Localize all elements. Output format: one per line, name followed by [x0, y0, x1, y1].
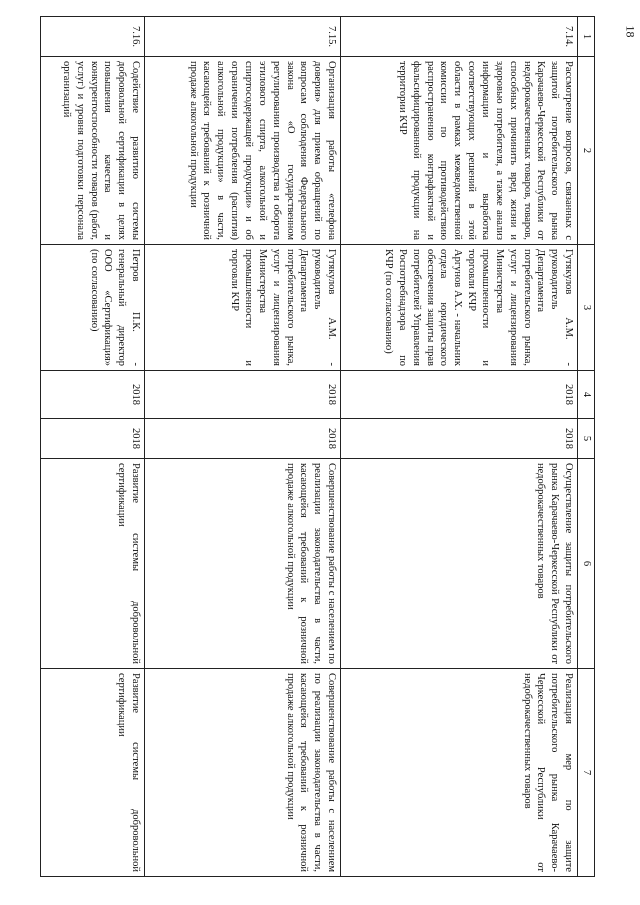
- column-number: 5: [578, 419, 595, 459]
- responsible-person: Гутякулов А.М. - руководитель Департамента потребительского рынка, услуг и лицензирования Министерства промышленности и торговли КЧР Аргунов А.Х. - начальник отдела юридического обеспечения защиты прав потребителей Управления Роспотребнадзора по КЧР (по согласованию): [341, 245, 578, 371]
- column-number: 4: [578, 371, 595, 419]
- measure-description: Содействие развитию системы добровольной сертификации в целях повышения качества и конкурентоспособности товаров (работ, услуг) и уровня подготовки персонала организаций: [41, 57, 145, 245]
- end-year: 2018: [145, 419, 341, 459]
- column-number: 2: [578, 57, 595, 245]
- start-year: 2018: [41, 371, 145, 419]
- measure-goal: Развитие системы добровольной сертификации: [41, 669, 145, 877]
- row-number: 7.16.: [41, 17, 145, 57]
- measure-description: Организация работы «телефона доверия» для приема обращений по вопросам соблюдения Федерального закона «О государственном регулировании производства и оборота этилового спирта, алкогольной и спиртосодержащей продукции» и об ограничении потребления (распития) алкогольной продукции» в части, касающейся требований к розничной продаже алкогольной продукции: [145, 57, 341, 245]
- expected-result: Осуществление защиты потребительского рынка Карачаево-Черкесской Республики от недоброкачественных товаров: [341, 459, 578, 669]
- end-year: 2018: [41, 419, 145, 459]
- column-number: 6: [578, 459, 595, 669]
- rotated-page-content: [40, 16, 595, 876]
- column-number: 1: [578, 17, 595, 57]
- row-number: 7.14.: [341, 17, 578, 57]
- table-row: [145, 17, 341, 877]
- page-number: 18: [623, 25, 638, 38]
- column-number-row: [578, 17, 595, 877]
- start-year: 2018: [145, 371, 341, 419]
- measure-goal: Совершенствование работы с населением по реализации законодательства в части, касающейся требований к розничной продаже алкогольной продукции: [145, 669, 341, 877]
- measures-table: [40, 16, 595, 877]
- column-number: 7: [578, 669, 595, 877]
- measure-goal: Реализация мер по защите потребительского рынка Карачаево-Черкесской Республики от недоброкачественных товаров: [341, 669, 578, 877]
- column-number: 3: [578, 245, 595, 371]
- row-number: 7.15.: [145, 17, 341, 57]
- responsible-person: Петров П.К. - генеральный директор ООО «Сертификация» (по согласованию): [41, 245, 145, 371]
- responsible-person: Гутякулов А.М. - руководитель Департамента потребительского рынка, услуг и лицензирования Министерства промышленности и торговли КЧР: [145, 245, 341, 371]
- table-row: [341, 17, 578, 877]
- measure-description: Рассмотрение вопросов, связанных с защитой потребительского рынка Карачаево-Черкесской Республики от недоброкачественных товаров, товаров, способных причинить вред жизни и здоровью потребителя, а также анализ информации и выработка соответствующих решений в этой области в рамках межведомственной комиссии по противодействию распространению контрафактной и фальсифицированной продукции на территории КЧР: [341, 57, 578, 245]
- expected-result: Совершенствование работы с населением по реализации законодательства в части, касающейся требований к розничной продаже алкогольной продукции: [145, 459, 341, 669]
- end-year: 2018: [341, 419, 578, 459]
- expected-result: Развитие системы добровольной сертификации: [41, 459, 145, 669]
- table-row: [41, 17, 145, 877]
- start-year: 2018: [341, 371, 578, 419]
